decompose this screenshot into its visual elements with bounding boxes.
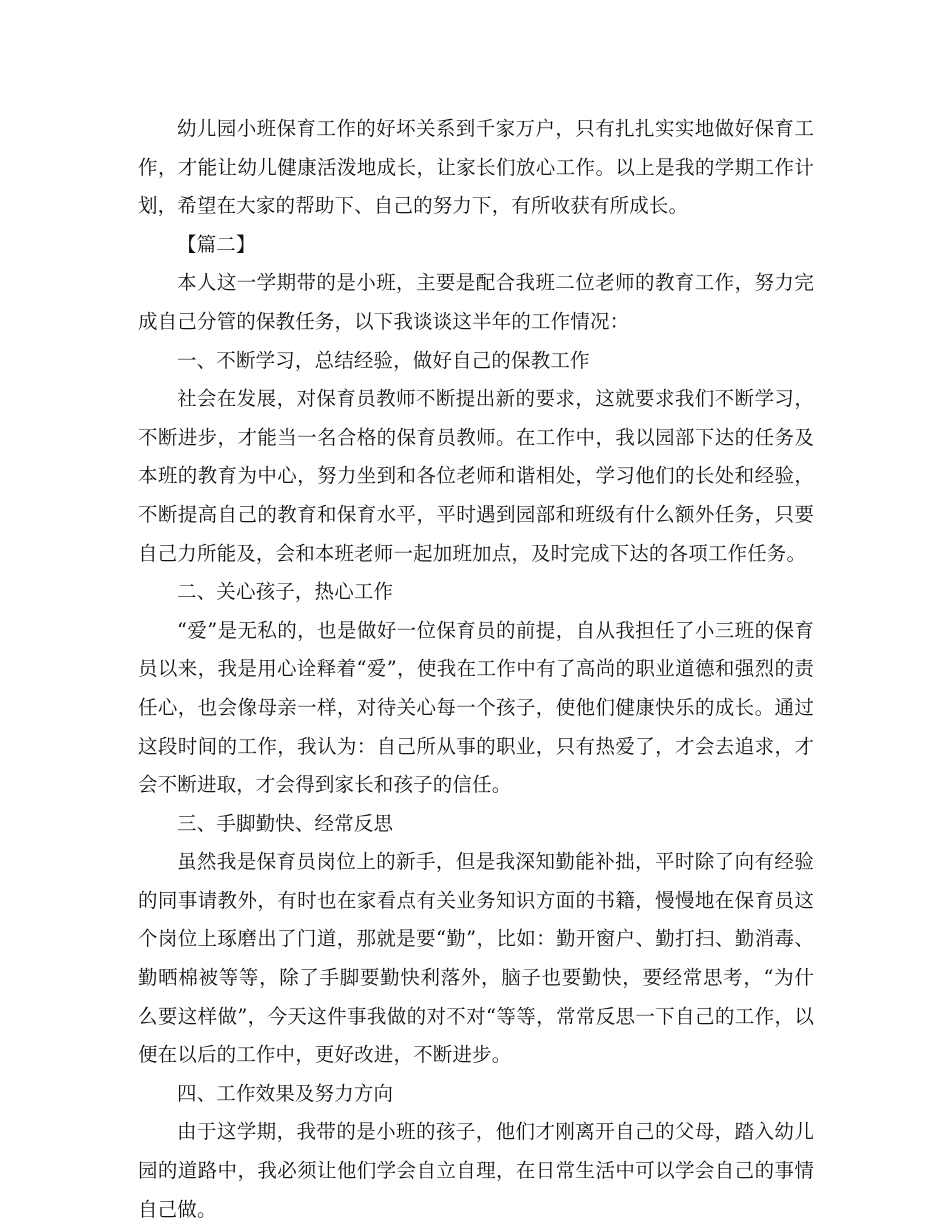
document-body [138, 110, 814, 1229]
subheading-diligence: 三、手脚勤快、经常反思 [177, 811, 394, 835]
paragraph-conclusion: 幼儿园小班保育工作的好坏关系到千家万户，只有扎扎实实地做好保育工作，才能让幼儿健康活泼地成长，让家长们放心工作。以上是我的学期工作计划，希望在大家的帮助下、自己的努力下，有所收获有所成长。 [138, 117, 814, 218]
subheading-caring: 二、关心孩子，热心工作 [177, 580, 394, 604]
paragraph-diligence: 虽然我是保育员岗位上的新手，但是我深知勤能补拙，平时除了向有经验的同事请教外，有时也在家看点有关业务知识方面的书籍，慢慢地在保育员这个岗位上琢磨出了门道，那就是要“勤”，比如：勤开窗户、勤打扫、勤消毒、勤晒棉被等等，除了手脚要勤快利落外，脑子也要勤快，要经常思考，“为什么要这样做”，今天这件事我做的对不对“等等，常常反思一下自己的工作，以便在以后的工作中，更好改进，不断进步。 [138, 850, 814, 1067]
section-heading-part-two: 【篇二】 [177, 232, 256, 256]
paragraph-learning: 社会在发展，对保育员教师不断提出新的要求，这就要求我们不断学习，不断进步，才能当一名合格的保育员教师。在工作中，我以园部下达的任务及本班的教育为中心，努力坐到和各位老师和谐相处，学习他们的长处和经验，不断提高自己的教育和保育水平，平时遇到园部和班级有什么额外任务，只要自己力所能及，会和本班老师一起加班加点，及时完成下达的各项工作任务。 [138, 387, 814, 565]
paragraph-intro: 本人这一学期带的是小班，主要是配合我班二位老师的教育工作，努力完成自己分管的保教任务，以下我谈谈这半年的工作情况： [138, 271, 814, 333]
paragraph-results: 由于这学期，我带的是小班的孩子，他们才刚离开自己的父母，踏入幼儿园的道路中，我必须让他们学会自立自理，在日常生活中可以学会自己的事情自己做。 [138, 1120, 814, 1221]
subheading-learning: 一、不断学习，总结经验，做好自己的保教工作 [177, 348, 590, 372]
paragraph-caring: “爱”是无私的，也是做好一位保育员的前提，自从我担任了小三班的保育员以来，我是用心诠释着“爱”，使我在工作中有了高尚的职业道德和强烈的责任心，也会像母亲一样，对待关心每一个孩子，使他们健康快乐的成长。通过这段时间的工作，我认为：自己所从事的职业，只有热爱了，才会去追求，才会不断进取，才会得到家长和孩子的信任。 [138, 618, 814, 797]
subheading-results: 四、工作效果及努力方向 [177, 1081, 394, 1105]
